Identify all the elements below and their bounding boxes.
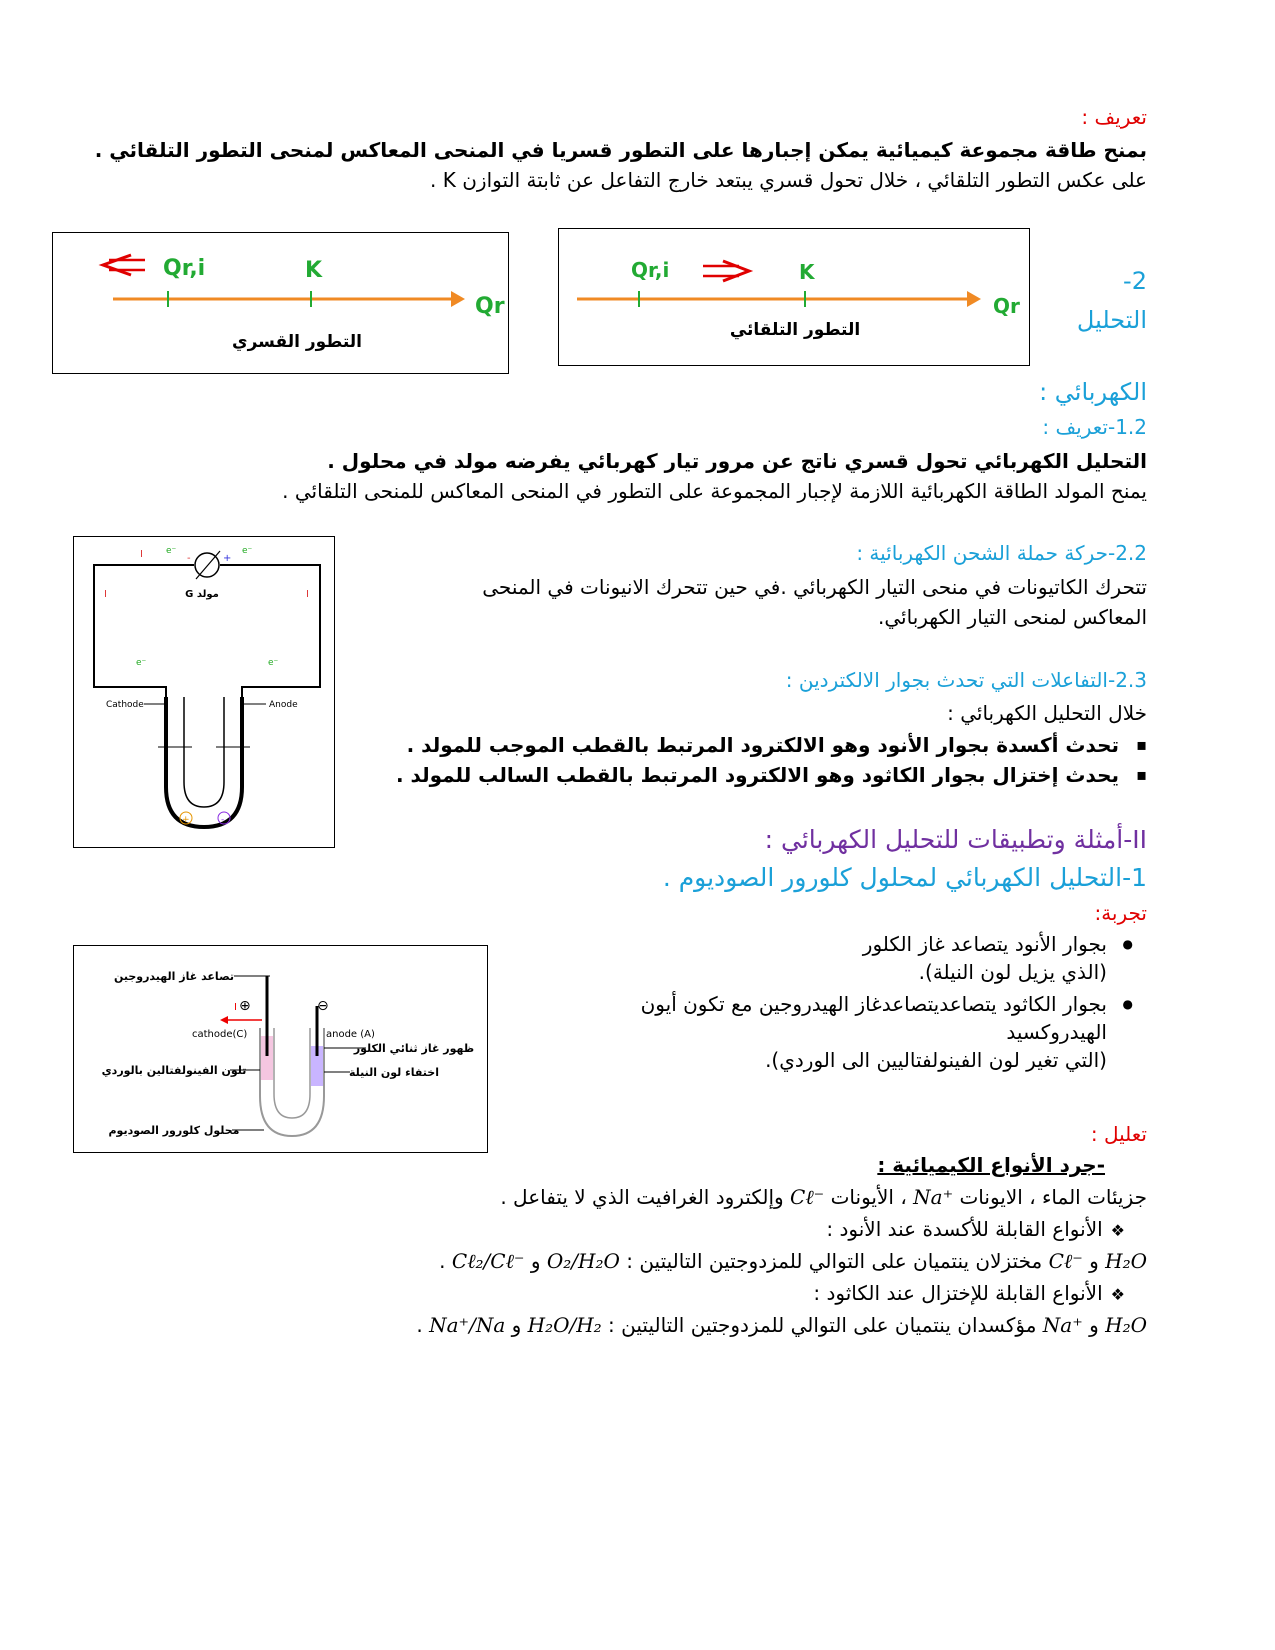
spontaneous-caption: التطور التلقائي: [729, 320, 861, 340]
k-label: K: [799, 260, 815, 284]
left-arrow-icon: [103, 255, 145, 275]
axis-arrow-icon: [967, 291, 981, 307]
cathode-label: Cathode: [106, 700, 144, 710]
analysis-heading: تعليل :: [1090, 1122, 1147, 1146]
current-label: I: [234, 1002, 237, 1013]
electron-label: e⁻: [268, 658, 279, 668]
current-label: I: [140, 549, 143, 560]
section-2-3-list: [396, 730, 1147, 790]
nacl-electrolysis-diagram: [73, 945, 488, 1153]
definition-line-1: بمنح طاقة مجموعة كيميائية يمكن إجبارها على التطور قسريا في المنحى المعاكس لمنحى التطور التلقائي .: [94, 138, 1147, 162]
electrolysis-definition: التحليل الكهربائي تحول قسري ناتج عن مرور تيار كهربائي يفرضه مولد في محلول .: [327, 449, 1147, 473]
qri-label: Qr,i: [631, 258, 670, 282]
oxidation-line: H₂O و Cℓ⁻ مختزلان ينتميان على التوالي للمزدوجتين التاليتين : O₂/H₂O و Cℓ₂/Cℓ⁻ .: [439, 1249, 1147, 1273]
reduction-line: H₂O و Na⁺ مؤكسدان ينتميان على التوالي للمزدوجتين التاليتين : H₂O/H₂ و Na⁺/Na .: [416, 1313, 1147, 1337]
list-item: ▪ يحدث إختزال بجوار الكاثود وهو الالكترود المرتبط بالقطب السالب للمولد .: [396, 760, 1119, 790]
anode-label: Anode: [269, 700, 298, 710]
list-item: ▪ تحدث أكسدة بجوار الأنود وهو الالكترود المرتبط بالقطب الموجب للمولد .: [396, 730, 1119, 760]
section-2-2-line-2: المعاكس لمنحى التيار الكهربائي.: [878, 605, 1147, 629]
forced-caption: التطور القسري: [232, 332, 362, 352]
axis-arrow-icon: [451, 291, 465, 307]
qri-label: Qr,i: [163, 256, 206, 281]
section-II-title: II-أمثلة وتطبيقات للتحليل الكهربائي :: [764, 825, 1147, 854]
svg-text:-: -: [221, 815, 225, 825]
spontaneous-evolution-diagram: [558, 228, 1030, 366]
section-2-2-line-1: تتحرك الكاتيونات في منحى التيار الكهربائي .في حين تتحرك الانيونات في المنحى: [482, 575, 1147, 599]
electron-label: e⁻: [136, 658, 147, 668]
solution-label: محلول كلورور الصوديوم: [108, 1124, 240, 1137]
experiment-list: [641, 930, 1137, 1074]
anode-label: anode (A): [326, 1029, 375, 1040]
section-2-3-intro: خلال التحليل الكهربائي :: [947, 701, 1147, 725]
forced-evolution-diagram: [52, 232, 509, 374]
section-2-number: 2-: [1123, 267, 1147, 295]
definition-line-2: على عكس التطور التلقائي ، خلال تحول قسري يبتعد خارج التفاعل عن ثابتة التوازن K .: [430, 168, 1147, 192]
svg-text:-: -: [187, 553, 191, 564]
current-label: I: [306, 589, 309, 600]
electrolysis-circuit-diagram: [73, 536, 335, 848]
cation-icon: [180, 812, 192, 825]
section-II-subtitle: 1-التحليل الكهربائي لمحلول كلورور الصوديوم .: [662, 863, 1147, 892]
generator-label: مولد G: [185, 589, 219, 600]
definition-2-1-heading: 1.2-تعريف :: [1042, 415, 1147, 439]
chlorine-label: ظهور غاز ثنائي الكلور: [353, 1042, 475, 1055]
list-item: ● بجوار الأنود يتصاعد غاز الكلور (الذي يزيل لون النيلة).: [641, 930, 1107, 986]
k-label: K: [305, 258, 323, 283]
list-item: ● بجوار الكاثود يتصاعديتصاعدغاز الهيدروجين مع تكون أيون الهيدروكسيد (التي تغير لون الفينولفتاليين الى الوردي).: [641, 990, 1107, 1074]
electron-label: e⁻: [242, 546, 253, 556]
experiment-heading: تجربة:: [1094, 901, 1147, 925]
species-heading: -جرد الأنواع الكيميائية :: [877, 1153, 1105, 1177]
svg-text:+: +: [182, 815, 190, 825]
current-label: I: [104, 589, 107, 600]
diamond-icon: ❖: [1110, 1221, 1125, 1240]
species-line: جزيئات الماء ، الايونات Na⁺ ، الأيونات Cℓ⁻ وإلكترود الغرافيت الذي لا يتفاعل .: [500, 1185, 1147, 1209]
oxidation-heading: ❖الأنواع القابلة للأكسدة عند الأنود :: [826, 1217, 1125, 1241]
minus-icon: ⊖: [317, 998, 329, 1014]
section-2-title-part1: التحليل: [1076, 306, 1147, 334]
section-2-title-part2: الكهربائي :: [1039, 378, 1147, 406]
generator-icon: [195, 551, 220, 579]
section-2-3-heading: 2.3-التفاعلات التي تحدث بجوار الالكتردين :: [785, 668, 1147, 692]
diamond-icon: ❖: [1110, 1285, 1125, 1304]
reduction-heading: ❖الأنواع القابلة للإختزال عند الكاثود :: [813, 1281, 1125, 1305]
section-2-2-heading: 2.2-حركة حملة الشحن الكهربائية :: [856, 541, 1147, 565]
svg-text:+: +: [223, 553, 232, 564]
qr-label: Qr: [475, 294, 505, 319]
definition-heading: تعريف :: [1081, 105, 1147, 129]
plus-icon: ⊕: [239, 998, 251, 1014]
qr-label: Qr: [993, 294, 1020, 318]
hydrogen-label: تصاعد غاز الهيدروجين: [113, 970, 235, 983]
electrolysis-definition-2: يمنح المولد الطاقة الكهربائية اللازمة لإجبار المجموعة على التطور في المنحى المعاكس للمنحى التلقائي .: [282, 479, 1147, 503]
right-arrow-icon: [703, 261, 749, 281]
cathode-label: cathode(C): [192, 1029, 248, 1040]
phenolphthalein-label: تلون الفينولفتالين بالوردي: [101, 1064, 247, 1077]
electron-label: e⁻: [166, 546, 177, 556]
indigo-label: اختفاء لون النيلة: [349, 1066, 439, 1079]
